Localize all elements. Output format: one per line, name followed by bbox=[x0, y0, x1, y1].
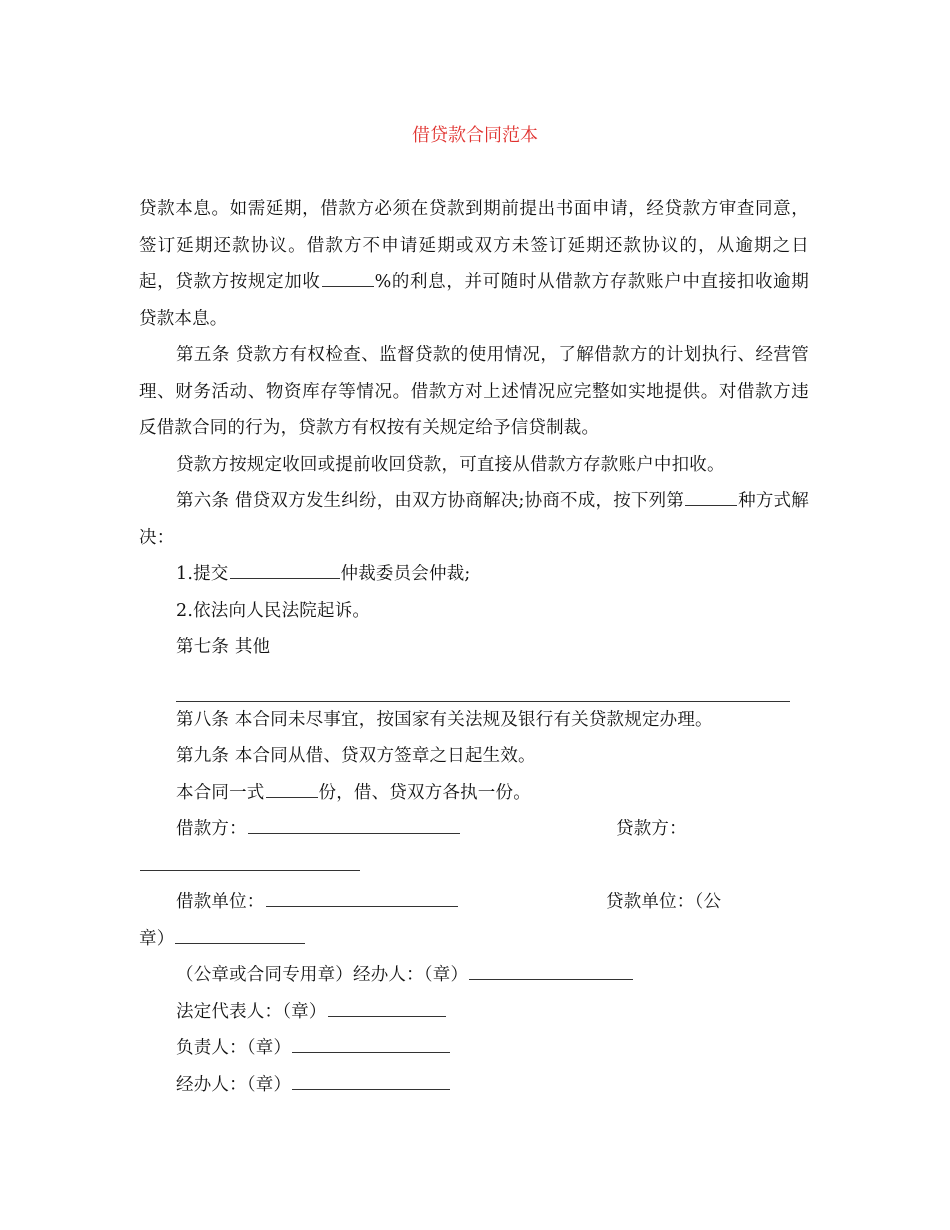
lender-label: 贷款方： bbox=[616, 819, 687, 839]
legal-rep-blank bbox=[328, 1015, 446, 1017]
interest-rate-blank bbox=[322, 285, 374, 287]
paragraph-text: %的利息，并可随时从借款方存款账户中直接扣收逾期贷款本息。 bbox=[139, 272, 810, 329]
signature-row-parties bbox=[139, 811, 809, 848]
article-6-text: 第六条 借贷双方发生纠纷，由双方协商解决;协商不成，按下列第 bbox=[176, 491, 685, 511]
lender-unit-label: 贷款单位：（公 bbox=[606, 892, 722, 912]
article-5: 第五条 贷款方有权检查、监督贷款的使用情况，了解借款方的计划执行、经营管理、财务活动、物资库存等情况。借款方对上述情况应完整如实地提供。对借款方违反借款合同的行为，贷款方有权按有关规定给予信贷制裁。 bbox=[139, 345, 809, 438]
person-in-charge-blank bbox=[292, 1051, 450, 1053]
article-9: 第九条 本合同从借、贷双方签章之日起生效。 bbox=[176, 746, 536, 766]
dispute-option-2: 2.依法向人民法院起诉。 bbox=[176, 600, 371, 621]
legal-rep-label: 法定代表人：（章） bbox=[176, 1001, 327, 1022]
paragraph-text: 贷款本息。如需延期，借款方必须在贷款到期前提出书面申请，经贷款方审查同意，签订延期还款协议。借款方不申请延期或双方未签订延期还款协议的，从逾期之日起，贷款方按规定加收 bbox=[139, 199, 809, 292]
agent-blank bbox=[292, 1088, 450, 1090]
copies-count-blank bbox=[266, 796, 318, 798]
article-7: 第七条 其他 bbox=[176, 637, 271, 657]
agent-line bbox=[139, 1067, 809, 1104]
lender-blank bbox=[140, 869, 360, 871]
seal-agent-blank bbox=[469, 978, 633, 980]
signature-row-units bbox=[139, 884, 809, 921]
document-title: 借贷款合同范本 bbox=[412, 125, 538, 146]
borrower-blank bbox=[248, 832, 460, 834]
seal-agent-line bbox=[139, 957, 809, 994]
borrower-unit-blank bbox=[266, 905, 458, 907]
copies-clause bbox=[139, 775, 809, 812]
dispute-option-blank bbox=[685, 504, 737, 506]
lender-unit-signature-line bbox=[139, 921, 809, 958]
seal-agent-label: （公章或合同专用章）经办人：（章） bbox=[176, 965, 469, 985]
article-6-text: 种方式解决： bbox=[139, 491, 809, 548]
person-in-charge-line bbox=[139, 1030, 809, 1067]
document-body bbox=[139, 191, 809, 1103]
article-8: 第八条 本合同未尽事宜，按国家有关法规及银行有关贷款规定办理。 bbox=[176, 709, 713, 730]
other-terms-line bbox=[176, 666, 790, 702]
copies-text: 本合同一式 bbox=[176, 782, 265, 803]
option-text: 1.提交 bbox=[176, 564, 229, 584]
lender-unit-label-cont: 章） bbox=[139, 928, 175, 949]
copies-text: 份，借、贷双方各执一份。 bbox=[318, 782, 531, 803]
agent-label: 经办人：（章） bbox=[176, 1074, 292, 1095]
paragraph-repayment-extension bbox=[139, 191, 809, 337]
dispute-option-1 bbox=[139, 556, 809, 593]
borrower-label: 借款方： bbox=[176, 819, 247, 839]
option-text: 仲裁委员会仲裁; bbox=[340, 564, 471, 584]
lender-signature-line bbox=[139, 848, 809, 885]
article-6 bbox=[139, 483, 809, 556]
borrower-unit-label: 借款单位： bbox=[176, 892, 265, 912]
person-in-charge-label: 负责人：（章） bbox=[176, 1038, 292, 1058]
legal-rep-line bbox=[139, 994, 809, 1031]
arbitration-committee-blank bbox=[230, 577, 340, 579]
lender-unit-blank bbox=[175, 942, 305, 944]
recall-clause: 贷款方按规定收回或提前收回贷款，可直接从借款方存款账户中扣收。 bbox=[176, 454, 725, 475]
